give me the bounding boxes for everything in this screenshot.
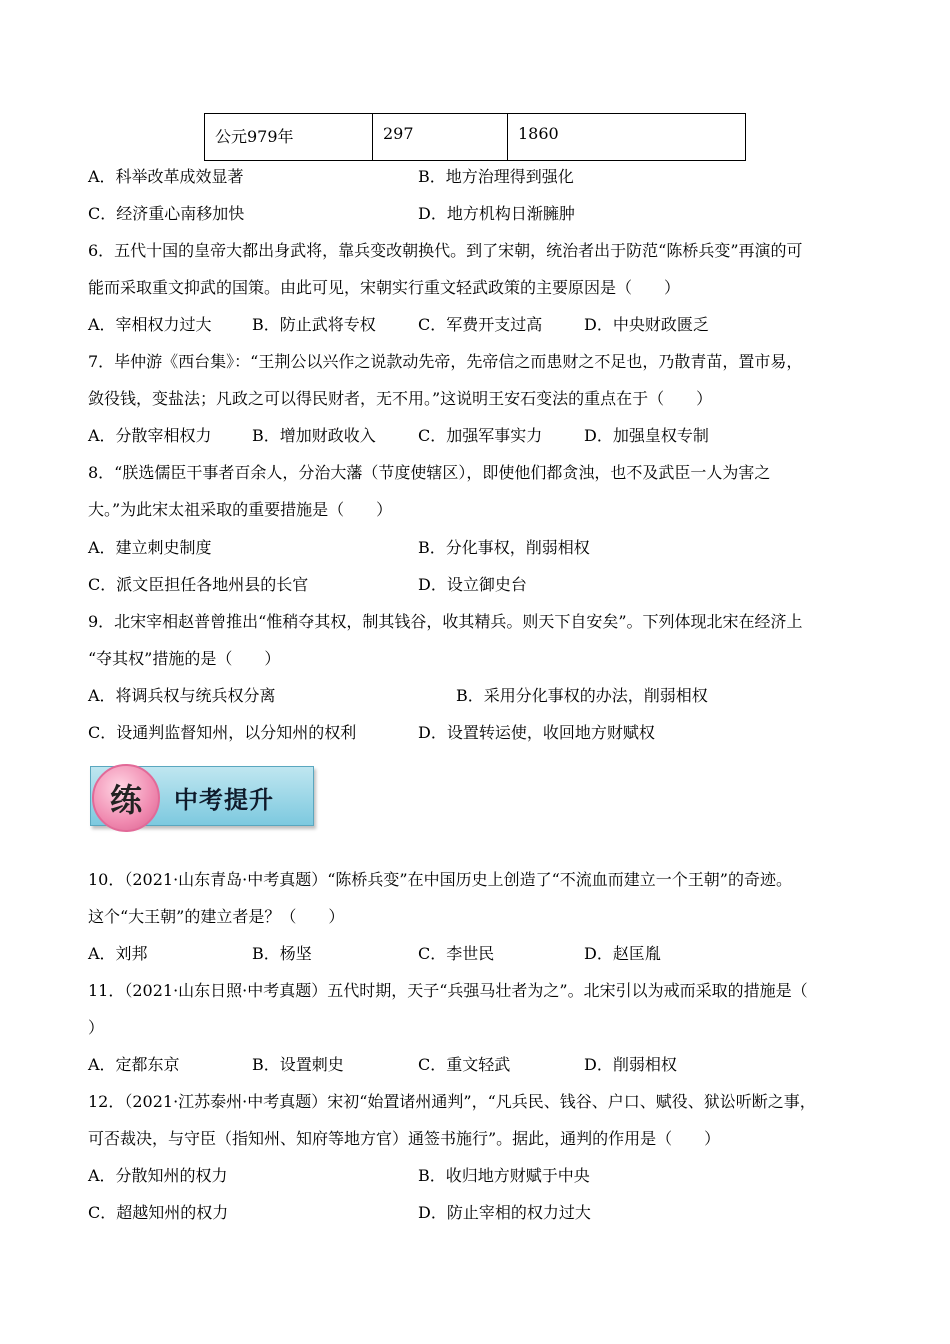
q5-option-b: B．地方治理得到强化 [418,167,574,186]
q8-option-d: D．设立御史台 [418,575,527,594]
q6-option-b: B．防止武将专权 [252,315,376,334]
q12-option-b: B．收归地方财赋于中央 [418,1166,590,1185]
banner-circle [92,764,160,832]
section-banner [90,764,314,826]
q9-option-a: A．将调兵权与统兵权分离 [88,686,276,705]
q6-option-a: A．宰相权力过大 [88,315,212,334]
table-cell: 1860 [508,114,746,161]
q6-option-d: D．中央财政匮乏 [584,315,709,334]
banner-char: 练 [109,781,142,819]
q8-option-a: A．建立刺史制度 [88,538,212,557]
q5-option-c: C．经济重心南移加快 [88,204,245,223]
q10-option-b: B．杨坚 [252,944,312,963]
q11-option-b: B．设置刺史 [252,1055,344,1074]
q12-option-a: A．分散知州的权力 [88,1166,228,1185]
q8-option-b: B．分化事权，削弱相权 [418,538,590,557]
q12-option-c: C．超越知州的权力 [88,1203,229,1222]
q9-stem-line2: “夺其权”措施的是（ ） [88,649,281,668]
q6-option-c: C．军费开支过高 [418,315,543,334]
q8-stem-line1: 8．“朕选儒臣干事者百余人，分治大藩（节度使辖区），即使他们都贪浊，也不及武臣一人为害之 [88,463,771,482]
q10-stem-line1: 10．（2021·山东青岛·中考真题）“陈桥兵变”在中国历史上创造了“不流血而建立一个王朝”的奇迹。 [88,870,792,889]
q7-stem-line1: 7．毕仲游《西台集》：“王荆公以兴作之说款动先帝，先帝信之而患财之不足也，乃散青苗，置市易， [88,352,803,371]
q9-option-d: D．设置转运使，收回地方财赋权 [418,723,655,742]
q7-option-c: C．加强军事实力 [418,426,543,445]
q11-option-d: D．削弱相权 [584,1055,677,1074]
q6-stem-line1: 6．五代十国的皇帝大都出身武将，靠兵变改朝换代。到了宋朝，统治者出于防范“陈桥兵变”再演的可 [88,241,803,260]
q11-stem-line2: ） [88,1018,105,1037]
q6-stem-line2: 能而采取重文抑武的国策。由此可见，宋朝实行重文轻武政策的主要原因是（ ） [88,278,681,297]
q11-stem-line1: 11．（2021·山东日照·中考真题）五代时期，天子“兵强马壮者为之”。北宋引以为戒而采取的措施是（ [88,981,808,1000]
q11-option-a: A．定都东京 [88,1055,180,1074]
q10-option-a: A．刘邦 [88,944,148,963]
q11-option-c: C．重文轻武 [418,1055,511,1074]
q9-option-c: C．设通判监督知州，以分知州的权利 [88,723,357,742]
q5-option-d: D．地方机构日渐臃肿 [418,204,575,223]
q10-option-c: C．李世民 [418,944,495,963]
q7-option-a: A．分散宰相权力 [88,426,212,445]
q8-option-c: C．派文臣担任各地州县的长官 [88,575,309,594]
q7-option-b: B．增加财政收入 [252,426,376,445]
table-cell: 公元979年 [205,114,373,161]
q8-stem-line2: 大。”为此宋太祖采取的重要措施是（ ） [88,500,393,519]
q9-option-b: B．采用分化事权的办法，削弱相权 [456,686,708,705]
q10-option-d: D．赵匡胤 [584,944,661,963]
q12-stem-line1: 12．（2021·江苏泰州·中考真题）宋初“始置诸州通判”，“凡兵民、钱谷、户口、赋役、狱讼听断之事， [88,1092,816,1111]
table-row [205,114,746,161]
data-table [204,113,746,161]
q12-option-d: D．防止宰相的权力过大 [418,1203,591,1222]
q12-stem-line2: 可否裁决，与守臣（指知州、知府等地方官）通签书施行”。据此，通判的作用是（ ） [88,1129,721,1148]
table-cell: 297 [373,114,508,161]
q10-stem-line2: 这个“大王朝”的建立者是？（ ） [88,907,345,926]
banner-title: 中考提升 [174,786,274,814]
q5-option-a: A．科举改革成效显著 [88,167,244,186]
q7-stem-line2: 敛役钱，变盐法；凡政之可以得民财者，无不用。”这说明王安石变法的重点在于（ ） [88,389,713,408]
q9-stem-line1: 9．北宋宰相赵普曾推出“惟稍夺其权，制其钱谷，收其精兵。则天下自安矣”。下列体现北宋在经济上 [88,612,803,631]
q7-option-d: D．加强皇权专制 [584,426,709,445]
